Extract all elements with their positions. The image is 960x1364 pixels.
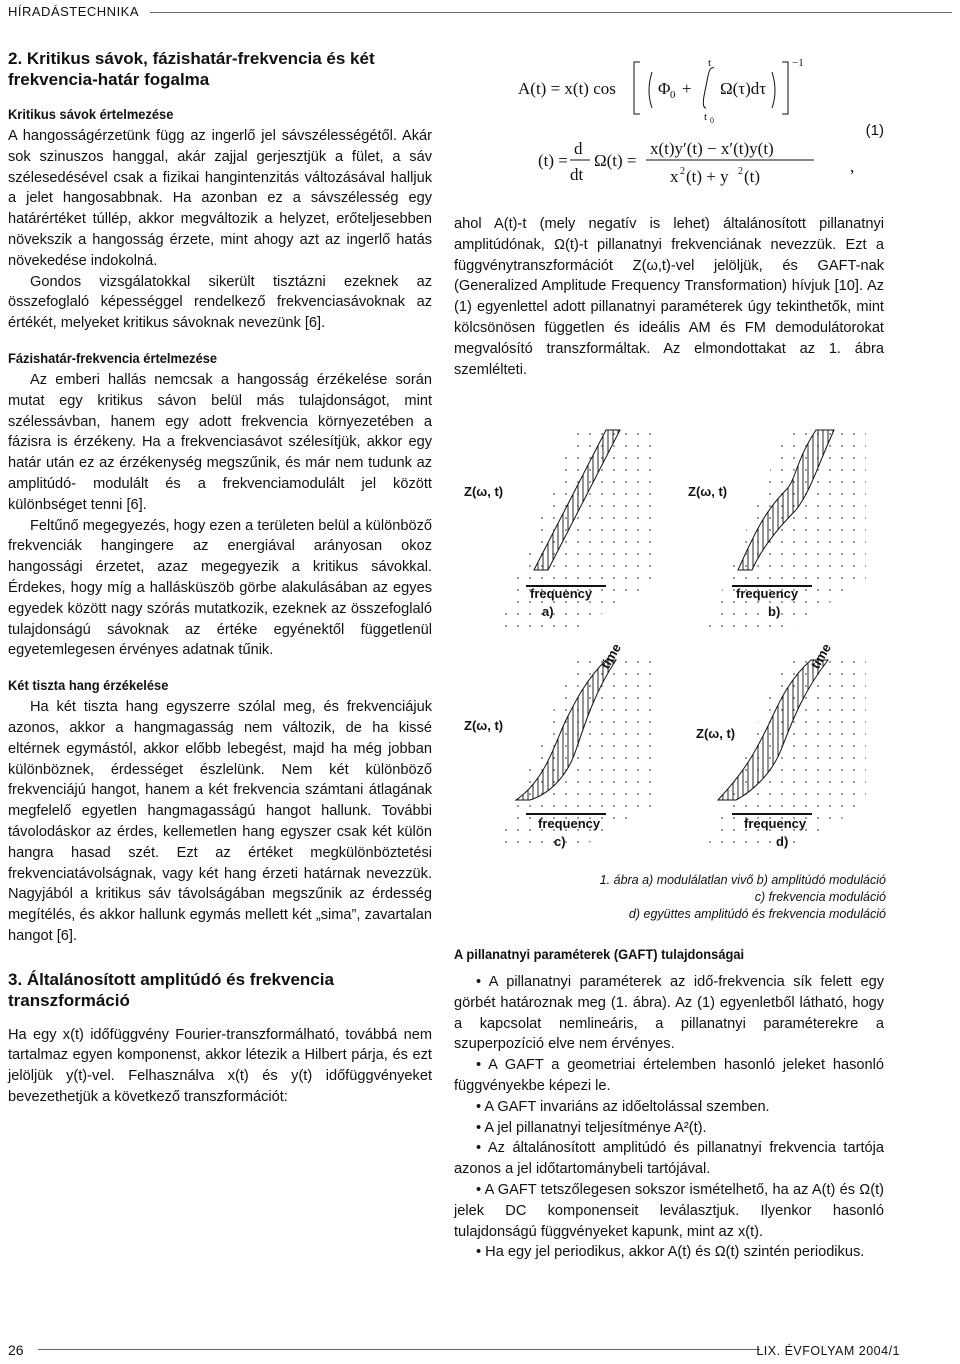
panel-d-time: time: [807, 640, 834, 672]
svg-text:,: ,: [850, 157, 855, 176]
panel-d-freq: frequency: [744, 816, 807, 831]
page-number: 26: [8, 1342, 24, 1358]
caption-line: d) együttes amplitúdó és frekvencia moduláció: [628, 907, 886, 921]
svg-text:2: 2: [738, 166, 743, 177]
panel-a-zlabel: Z(ω, t): [464, 484, 504, 499]
properties-section: [454, 944, 884, 1263]
bullet-item: • Ha egy jel periodikus, akkor A(t) és Ω(t) szintén periodikus.: [476, 1244, 865, 1261]
panel-c-freq: frequency: [538, 816, 601, 831]
svg-text:Φ: Φ: [658, 79, 671, 98]
paragraph: Gondos vizsgálatokkal sikerült tisztázni ezeknek az összefoglaló képességgel rendelkező frekvenciasávoknak az értékét, melyeket kritikus sávoknak nevezünk [6].: [8, 273, 432, 332]
panel-a-label: a): [542, 604, 554, 619]
panel-a-freq: frequency: [530, 586, 593, 601]
paragraph: ahol A(t)-t (mely negatív is lehet) általánosított pillanatnyi amplitúdónak, Ω(t)-t pillanatnyi frekvenciának nevezzük. Ezt a függvénytranszformációt Z(ω,t)-vel jelöljük, és GAFT-nak (Generalized Amplitude Frequency Transformation) hívjuk [10]. Az (1) egyenlettel adott pillanatnyi paraméterek úgy tekinthetők, mint kölcsönösen független és ideális AM és FM demodulátorokat megvalósító transzformáltak. Az elmondottakat az 1. ábra szemlélteti.: [454, 216, 884, 378]
paragraph: Feltűnő megegyezés, hogy ezen a területen belül a különböző frekvenciák hangingere az energiával arányosan okoz hangossági érzetet, azaz megegyezik a kritikus sávokkal. Érdekes, hogy míg a hallásküszöb görbe alakulásában az egyes egyedek között nagy szórás mutatkozik, ezeknek az összefoglaló tulajdonságú sávoknak az értéke egyénektől függetlenül egyetemlegesen érvényes adatnak tűnik.: [8, 517, 432, 659]
caption-line: c) frekvencia moduláció: [754, 890, 886, 904]
bullet-item: • A GAFT a geometriai értelemben hasonló jeleket hasonló függvényekbe képezi le.: [454, 1057, 884, 1094]
equation-number: (1): [865, 122, 884, 139]
panel-c-zlabel: Z(ω, t): [464, 718, 504, 733]
subheading-phase-limit: Fázishatár-frekvencia értelmezése: [8, 349, 218, 366]
svg-text:Ω(τ)dτ: Ω(τ)dτ: [720, 79, 767, 98]
panel-d-zlabel: Z(ω, t): [696, 726, 736, 741]
figure-1-graphic: [456, 420, 876, 865]
bullet-item: • A pillanatnyi paraméterek az idő-frekvencia sík felett egy görbét határoznak meg (1. ábra). Az (1) egyenletből látható, hogy a kapcsolat nemlineáris, a pillanatnyi paraméterekre a szuperpozíció elve nem érvényes.: [454, 974, 884, 1053]
svg-text:(t) =: (t) =: [538, 151, 568, 170]
right-column: [454, 36, 884, 380]
subheading-two-tones: Két tiszta hang érzékelése: [8, 677, 169, 694]
svg-text:A(t) = x(t) cos: A(t) = x(t) cos: [518, 79, 616, 98]
paragraph: A hangosságérzetünk függ az ingerlő jel sávszélességétől. Akár sok szinuszos hanggal, akár zajjal gerjesztjük a fület, a sáv szélesedésével csak a fizikai hangintenzitás változásával halljuk a jelet hangosabbnak. Ha azonban ez a sávszélesség egy határértéket túllép, akkor megváltozik a helyzet, erőteljesebben növekszik a hangosság érzete, mint ahogy azt az ingerlő hatás növekedése indokolná.: [8, 128, 432, 269]
svg-text:x: x: [670, 167, 679, 186]
panel-b-label: b): [768, 604, 781, 619]
paragraph: Az emberi hallás nemcsak a hangosság érzékelése során mutat egy kritikus sávon belül más tulajdonságot, mint szélessávban, hanem egy adott frekvencia környezetében a fázisra is érzékeny. Ha a frekvenciasávot szélesítjük, akkor egy határ után ez az érzékenység megszűnik, és már nem tudunk az amplitúdó- modulált és a frekvenciamodulált jel között különbséget tenni [6].: [8, 371, 432, 513]
bullet-item: • A GAFT invariáns az időeltolással szemben.: [476, 1098, 770, 1115]
subheading-critical-bands: Kritikus sávok értelmezése: [8, 106, 174, 122]
svg-text:0: 0: [670, 89, 676, 101]
paragraph: Ha két tiszta hang egyszerre szólal meg, és frekvenciájuk azonos, akkor a hangmagasság nem változik, de ha kissé eltérnek egymástól, akkor előbb lebegést, majd ha még jobban különböznek, érdességet észlelünk. Nem két különböző frekvenciájú hangot, hanem a két frekvencia számtani átlagának megfelelő egyetlen hangmagasságú hangot hallunk. További távolodáskor az érdes, kellemetlen hang egyszer csak két külön hangra hasad szét. Ezt az értéket megkülönböztetési frekvenciatávolságnak, vagy két hang érzeti határnak nevezzük. Nagyjából a kritikus sáv távolságában megszűnik az érdesség megítélés, és akkor hallunk egymás mellett két „sima”, zavartalan hangot [6].: [8, 699, 432, 944]
svg-text:+: +: [682, 79, 692, 98]
bullet-item: • A jel pillanatnyi teljesítménye A²(t).: [476, 1119, 707, 1136]
bullet-item: • Az általánosított amplitúdó és pillanatnyi frekvencia tartója azonos a jel időtartománybeli tartójával.: [454, 1140, 884, 1178]
svg-text:−1: −1: [792, 57, 804, 69]
panel-b-zlabel: Z(ω, t): [688, 484, 728, 499]
svg-text:t: t: [704, 111, 708, 123]
panel-c-time: time: [597, 640, 624, 672]
left-column: [8, 48, 432, 1108]
panel-d-label: d): [776, 834, 789, 849]
footer-rule: [38, 1349, 760, 1350]
volume-info: LIX. ÉVFOLYAM 2004/1: [756, 1344, 900, 1358]
bullet-item: • A GAFT tetszőlegesen sokszor ismételhető, ha az A(t) és Ω(t) jelek DC komponenseit leválasztjuk. Ilyenkor hasonló tulajdonságú függvényeket kapunk, mint az x(t).: [454, 1181, 884, 1240]
svg-text:2: 2: [680, 166, 685, 177]
svg-text:x(t)y′(t) − x′(t)y(t): x(t)y′(t) − x′(t)y(t): [650, 139, 774, 158]
caption-line: 1. ábra a) modulálatlan vivő b) amplitúdó moduláció: [599, 873, 886, 887]
svg-text:t: t: [708, 57, 712, 69]
svg-text:Ω(t) =: Ω(t) =: [594, 151, 637, 170]
figure-1: [456, 420, 876, 865]
svg-text:dt: dt: [570, 165, 584, 184]
running-header: HÍRADÁSTECHNIKA: [8, 4, 140, 19]
paragraph: Ha egy x(t) időfüggvény Fourier-transzformálható, továbbá nem tartalmaz egyen komponenst, akkor létezik a Hilbert párja, és ezt jelöljük y(t)-vel. Felhasználva x(t) és y(t) időfüggvényeket bevezethetjük a következő transzformációt:: [8, 1026, 432, 1106]
equation-graphic: [454, 36, 884, 204]
section-3-title: 3. Általánosított amplitúdó és frekvencia transzformáció: [8, 969, 334, 1010]
svg-text:d: d: [574, 139, 583, 158]
svg-text:0: 0: [710, 116, 714, 125]
header-rule: [150, 12, 952, 13]
panel-b-freq: frequency: [736, 586, 799, 601]
svg-text:(t) + y: (t) + y: [686, 167, 729, 186]
equation-1: [454, 36, 884, 204]
section-2-title: 2. Kritikus sávok, fázishatár-frekvencia és két frekvencia-határ fogalma: [8, 49, 375, 89]
subheading-properties: A pillanatnyi paraméterek (GAFT) tulajdonságai: [454, 946, 745, 962]
panel-c-label: c): [554, 834, 566, 849]
svg-text:(t): (t): [744, 167, 761, 186]
figure-caption: [456, 872, 886, 923]
